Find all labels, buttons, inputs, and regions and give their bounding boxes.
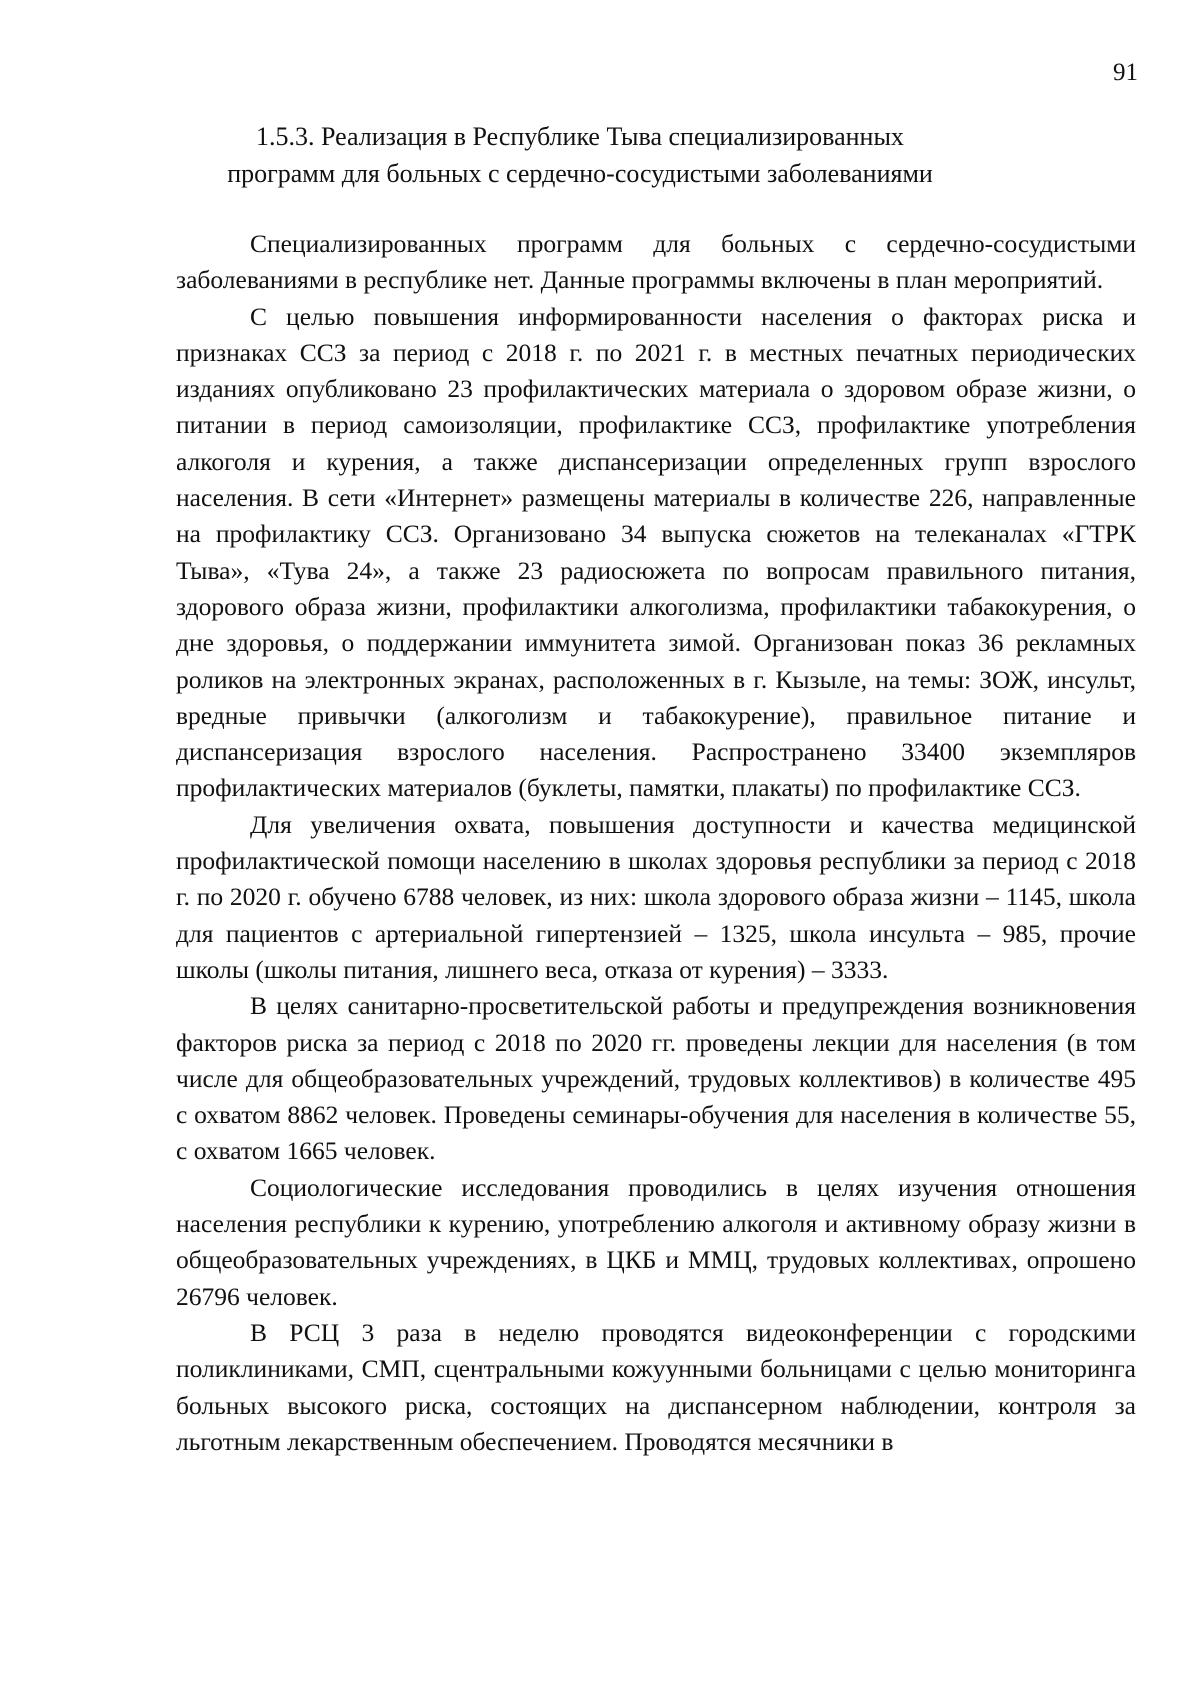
- section-heading-line-1: 1.5.3. Реализация в Республике Тыва специализированных: [256, 122, 904, 151]
- body-text: [176, 226, 1136, 1460]
- paragraph-4: В целях санитарно-просветительской работы и предупреждения возникновения факторов риска за период с 2018 по 2020 гг. проведены лекции для населения (в том числе для общеобразовательных учреждений, трудовых коллективов) в количестве 495 с охватом 8862 человек. Проведены семинары-обучения для населения в количестве 55, с охватом 1665 человек.: [176, 991, 1136, 1166]
- paragraph-2: С целью повышения информированности населения о факторах риска и признаках ССЗ за период с 2018 г. по 2021 г. в местных печатных периодических изданиях опубликовано 23 профилактических материала о здоровом образе жизни, о питании в период самоизоляции, профилактике ССЗ, профилактике употребления алкоголя и курения, а также диспансеризации определенных групп взрослого населения. В сети «Интернет» размещены материалы в количестве 226, направленные на профилактику ССЗ. Организовано 34 выпуска сюжетов на телеканалах «ГТРК Тыва», «Тува 24», а также 23 радиосюжета по вопросам правильного питания, здорового образа жизни, профилактики алкоголизма, профилактики табакокурения, о дне здоровья, о поддержании иммунитета зимой. Организован показ 36 рекламных роликов на электронных экранах, расположенных в г. Кызыле, на темы: ЗОЖ, инсульт, вредные привычки (алкоголизм и табакокурение), правильное питание и диспансеризация взрослого населения. Распространено 33400 экземпляров профилактических материалов (буклеты, памятки, плакаты) по профилактике ССЗ.: [176, 301, 1136, 803]
- paragraph-1: Специализированных программ для больных с сердечно-сосудистыми заболеваниями в республике нет. Данные программы включены в план мероприятий.: [176, 229, 1136, 295]
- paragraph-6: В РСЦ 3 раза в неделю проводятся видеоконференции с городскими поликлиниками, СМП, сцентральными кожуунными больницами с целью мониторинга больных высокого риска, состоящих на диспансерном наблюдении, контроля за льготным лекарственным обеспечением. Проводятся месячники в: [176, 1317, 1136, 1456]
- paragraph-5: Социологические исследования проводились в целях изучения отношения населения республики к курению, употреблению алкоголя и активному образу жизни в общеобразовательных учреждениях, в ЦКБ и ММЦ, трудовых коллективах, опрошено 26796 человек.: [176, 1172, 1136, 1311]
- section-heading: [150, 118, 1010, 192]
- section-heading-line-2: программ для больных с сердечно-сосудистыми заболеваниями: [227, 159, 933, 188]
- paragraph-3: Для увеличения охвата, повышения доступности и качества медицинской профилактической помощи населению в школах здоровья республики за период с 2018 г. по 2020 г. обучено 6788 человек, из них: школа здорового образа жизни – 1145, школа для пациентов с артериальной гипертензией – 1325, школа инсульта – 985, прочие школы (школы питания, лишнего веса, отказа от курения) – 3333.: [176, 809, 1136, 984]
- page-number: 91: [1113, 59, 1138, 86]
